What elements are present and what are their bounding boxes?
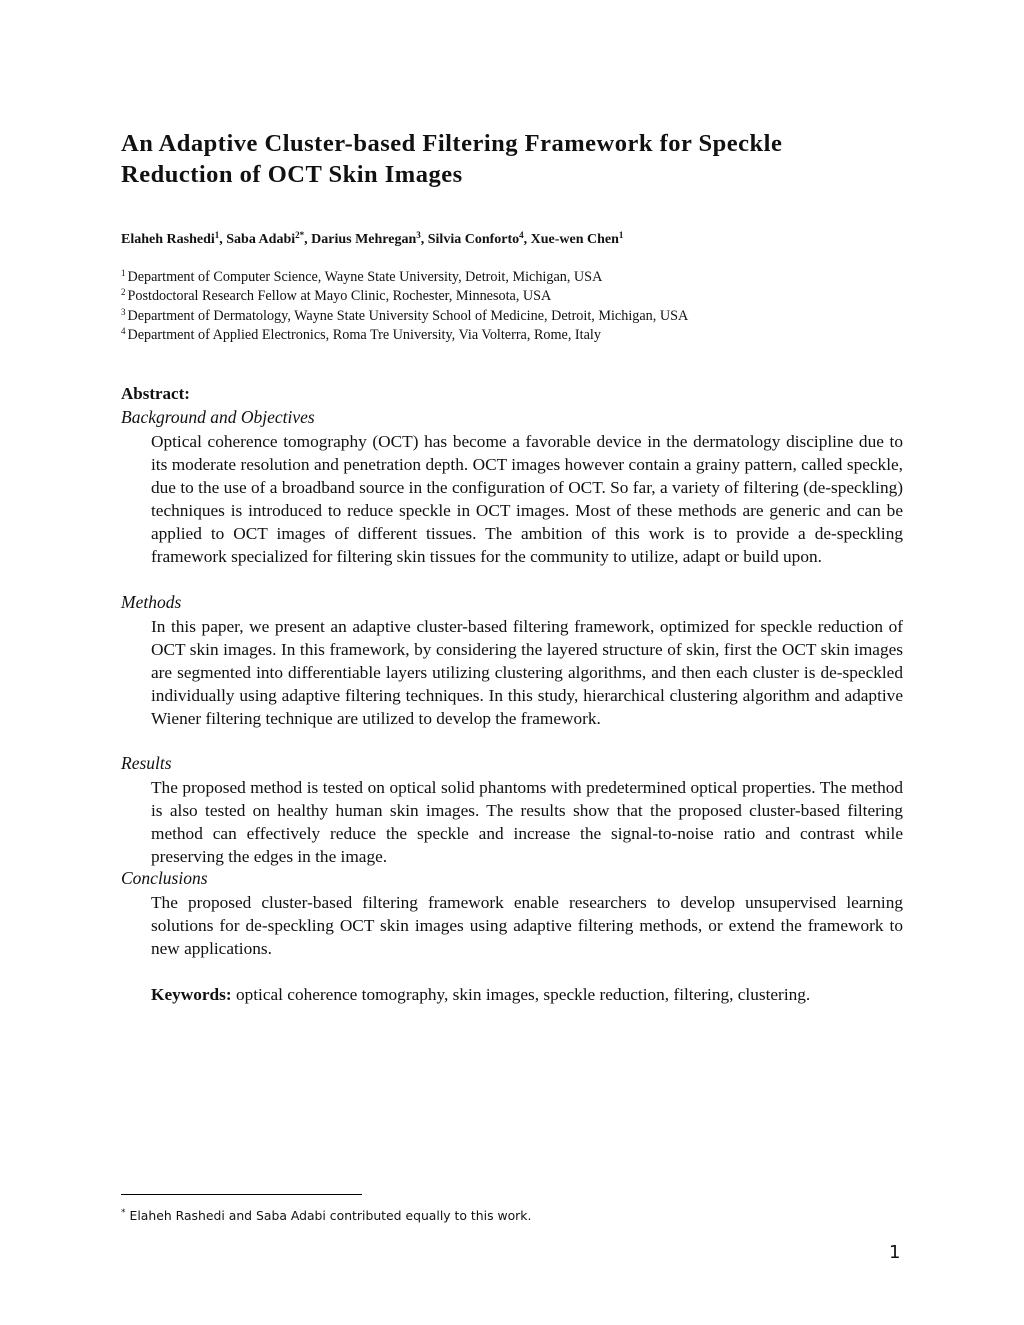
affiliation-text: Department of Applied Electronics, Roma Tre University, Via Volterra, Rome, Italy [127, 327, 601, 343]
footnote-mark: * [121, 1208, 126, 1218]
author-separator: , [420, 232, 428, 247]
section-paragraph-background: Optical coherence tomography (OCT) has become a favorable device in the dermatology discipline due to its moderate resolution and penetration depth. OCT images however contain a grainy pattern, called speckle, due to the use of a broadband source in the configuration of OCT. So far, a variety of filtering (de-speckling) techniques is introduced to reduce speckle in OCT images. Most of these methods are generic and can be applied to OCT images of different tissues. The ambition of this work is to provide a de-speckling framework specialized for filtering skin tissues for the community to utilize, adapt or build upon. [151, 432, 903, 566]
author-separator: , [304, 232, 312, 247]
footnote-text: Elaheh Rashedi and Saba Adabi contributed equally to this work. [129, 1208, 532, 1223]
affiliation [121, 268, 602, 286]
footnote-divider [121, 1194, 362, 1195]
affiliation [121, 307, 688, 325]
author-affiliation-mark: 2* [295, 230, 305, 240]
page-number: 1 [889, 1242, 901, 1263]
section-heading-conclusions: Conclusions [121, 868, 208, 888]
affiliation-number: 4 [121, 326, 126, 336]
author-list [121, 230, 623, 248]
affiliation [121, 287, 551, 305]
affiliation-text: Department of Dermatology, Wayne State University School of Medicine, Detroit, Michigan, USA [127, 308, 689, 324]
section-paragraph-conclusions: The proposed cluster-based filtering framework enable researchers to develop unsupervised learning solutions for de-speckling OCT skin images using adaptive filtering methods, or extend the framework to new applications. [151, 893, 903, 958]
affiliation-text: Postdoctoral Research Fellow at Mayo Clinic, Rochester, Minnesota, USA [127, 288, 552, 304]
author-affiliation-mark: 4 [519, 230, 524, 240]
section-heading-background: Background and Objectives [121, 407, 315, 427]
author-name: Silvia Conforto [427, 232, 520, 247]
author-affiliation-mark: 3 [416, 230, 421, 240]
keywords-label: Keywords: [151, 985, 232, 1004]
author-affiliation-mark: 1 [618, 230, 624, 240]
abstract-heading: Abstract: [121, 384, 190, 403]
author-name: Darius Mehregan [311, 232, 417, 247]
author-separator: , [219, 232, 227, 247]
section-paragraph-results: The proposed method is tested on optical solid phantoms with predetermined optical properties. The method is also tested on healthy human skin images. The results show that the proposed cluster-based filtering method can effectively reduce the speckle and increase the signal-to-noise ratio and contrast while preserving the edges in the image. [151, 778, 903, 866]
author-affiliation-mark: 1 [214, 230, 220, 240]
affiliation-number: 2 [121, 287, 126, 297]
keywords-text: optical coherence tomography, skin images, speckle reduction, filtering, clustering. [231, 985, 811, 1004]
section-heading-results: Results [121, 753, 172, 773]
section-heading-methods: Methods [121, 592, 182, 612]
affiliation-number: 3 [121, 307, 126, 317]
author-name: Elaheh Rashedi [121, 232, 215, 247]
footnote [121, 1208, 531, 1223]
affiliation-number: 1 [121, 268, 126, 278]
author-name: Xue-wen Chen [530, 232, 619, 247]
keywords [151, 985, 810, 1005]
affiliation-text: Department of Computer Science, Wayne State University, Detroit, Michigan, USA [127, 269, 603, 285]
author-name: Saba Adabi [226, 232, 296, 247]
affiliation [121, 326, 601, 344]
section-paragraph-methods: In this paper, we present an adaptive cluster-based filtering framework, optimized for speckle reduction of OCT skin images. In this framework, by considering the layered structure of skin, first the OCT skin images are segmented into differentiable layers utilizing clustering algorithms, and then each cluster is de-speckled individually using adaptive filtering techniques. In this study, hierarchical clustering algorithm and adaptive Wiener filtering technique are utilized to develop the framework. [151, 617, 903, 728]
author-separator: , [523, 232, 531, 247]
paper-title: An Adaptive Cluster-based Filtering Framework for Speckle Reduction of OCT Skin Images [121, 130, 783, 188]
